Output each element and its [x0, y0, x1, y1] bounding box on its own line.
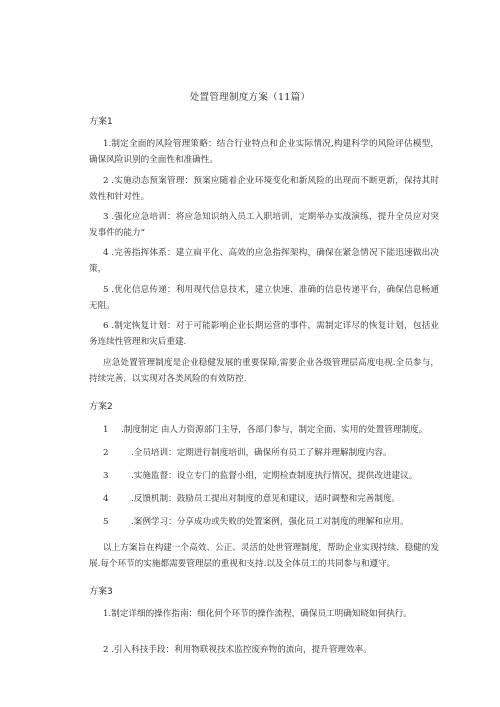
list-text: .案例学习：分享成功或失败的处置案例，强化员工对制度的理解和应用。	[131, 517, 409, 527]
list-number: 3	[103, 471, 109, 481]
paragraph: 5 .优化信息传递：利用现代信息技术，建立快速、准确的信息传递平台，确保信息畅通无阻。	[89, 285, 439, 311]
paragraph: 1.制定全面的风险管理策略：结合行业特点和企业实际情况,构建科学的风险评估模型，确保风险识别的全面性和准确性。	[89, 139, 439, 165]
section-heading-2: 方案2	[89, 402, 113, 412]
paragraph: 2 .实施动态预案管理：预案应随着企业环境变化和新风险的出现而不断更新，保持其时效性和针对性。	[89, 176, 439, 202]
paragraph: 应急处置管理制度是企业稳健发展的重要保障,需要企业各级管理层高度电视.全员参与，持续完善，以实现对各类风险的有效防控.	[89, 358, 439, 384]
list-number: 5	[103, 517, 109, 527]
paragraph: 2 .引入科技手段：利用物联视技术监控废弃物的流向，提升管理效率。	[103, 645, 372, 655]
paragraph: 1.制定详细的操作指南：细化何个环节的操作流程，确保员工明确知晓如何执行。	[103, 609, 412, 619]
list-item	[103, 514, 443, 530]
summary-paragraph: 以上方案旨在构建一个高效、公正、灵活的处世管理制度，帮助企业实现持续、稳健的发展.每个环节的实施都需要管理层的重视和支持.以及全体员工的共同参与和遵守。	[89, 543, 439, 569]
document-title: 处置管理制度方案（11篇）	[189, 92, 311, 103]
list-item	[103, 445, 443, 461]
list-number: 4	[103, 494, 109, 504]
list-item	[103, 491, 443, 507]
list-item	[103, 468, 443, 484]
list-text: .全员培训：定期进行制度培训，确保所有员工了解并理解制度内容。	[131, 448, 392, 458]
list-number: 2	[103, 448, 109, 458]
list-text: .反馈机制：鼓励员工提出对制度的意见和建议，适时调整和完善制度。	[131, 494, 401, 504]
paragraph: 4 .完善指挥体系：建立扁平化、高效的应急指挥架构，确保在紧急情况下能迅速做出决策，	[89, 248, 439, 274]
list-text: .实施监督：设立专门的监督小组，定期检查制度执行情况，提供改进建议。	[131, 471, 418, 481]
section-heading-3: 方案3	[89, 587, 113, 597]
section-heading-1: 方案1	[89, 117, 113, 127]
list-text: .制度制定 由人力资源部门主导，各部门参与，制定全面、实用的处置管理制度。	[121, 425, 428, 435]
list-item	[103, 422, 443, 438]
list-number: 1	[103, 425, 109, 435]
paragraph: 6 .制定恢复计划：对于可能影响企业长期运营的事件，需制定详尽的恢复计划，包括业务连续性管理和灾后重建.	[89, 321, 439, 347]
paragraph: 3 .强化应急培训：将应急知识纳入员工入职培训，定期举办实战演练，提升全员应对突发事件的能力“	[89, 212, 439, 238]
